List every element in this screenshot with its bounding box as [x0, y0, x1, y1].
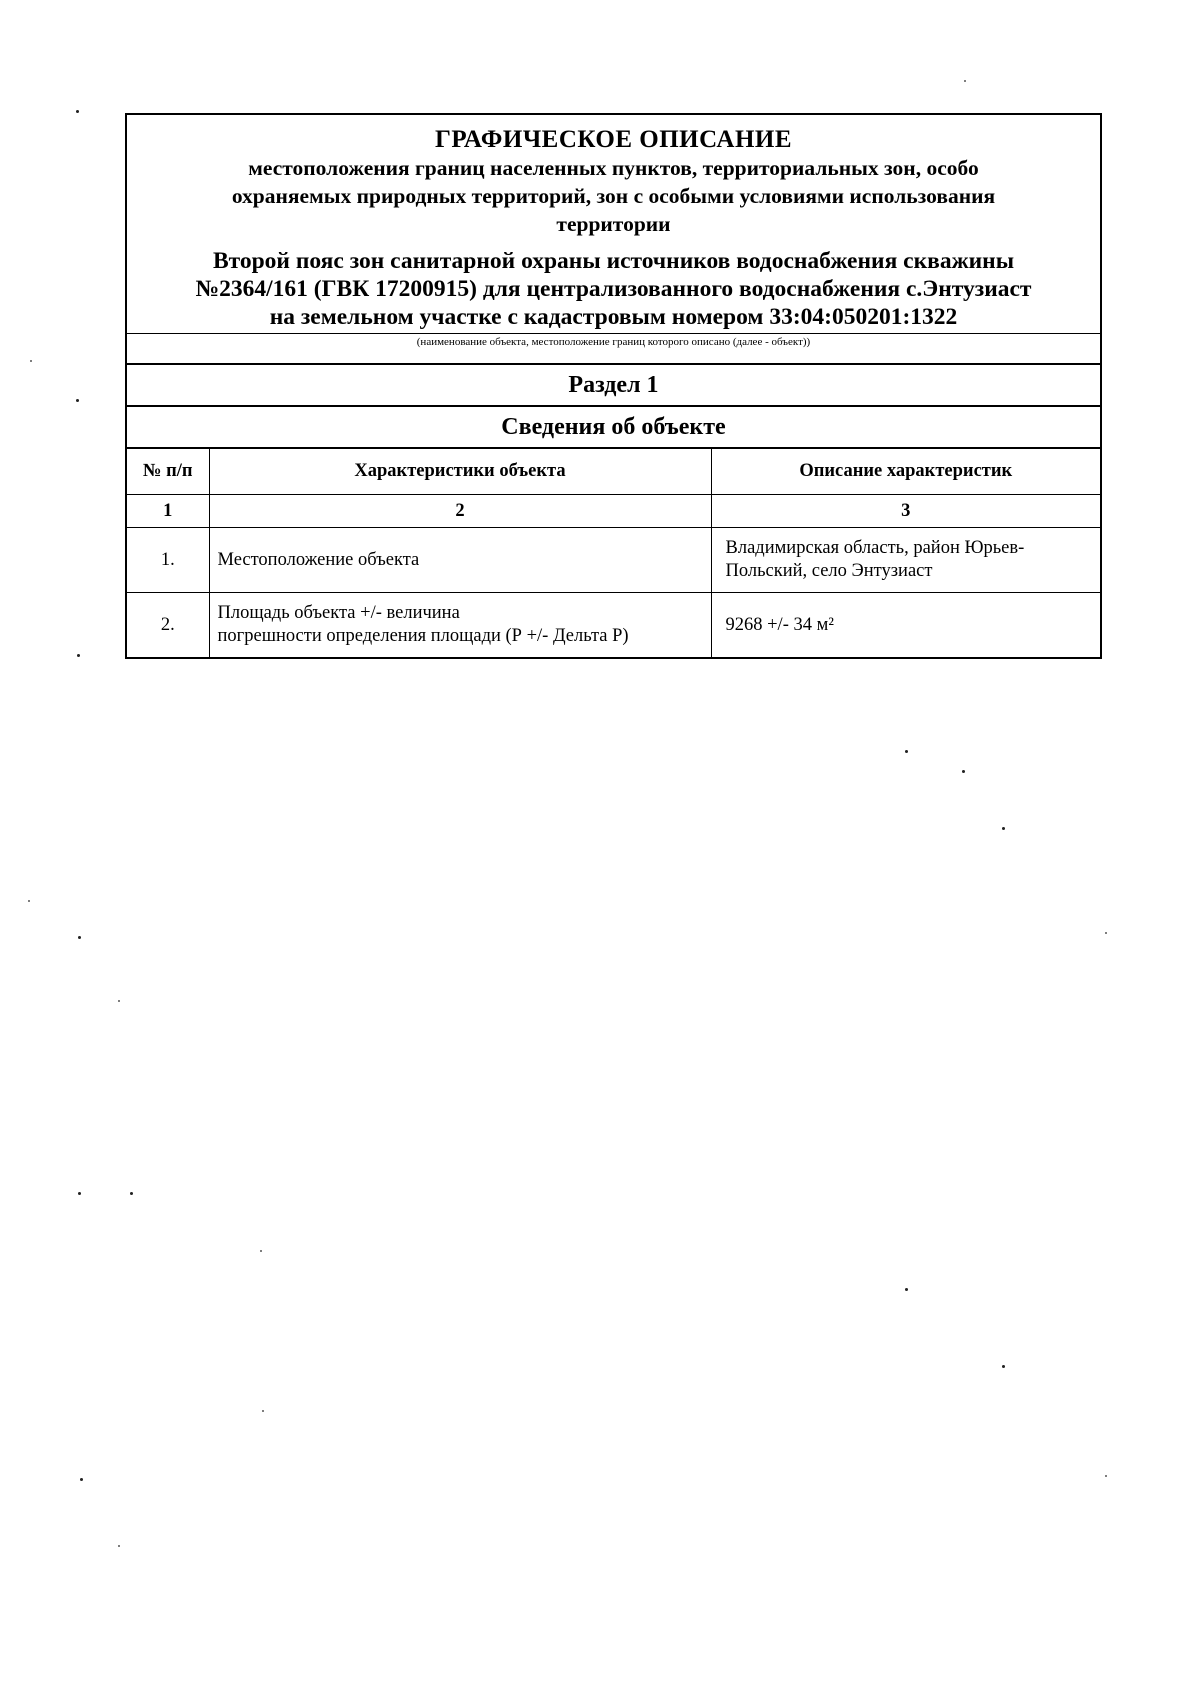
object-name-line: №2364/161 (ГВК 17200915) для централизованного водоснабжения с.Энтузиаст	[195, 276, 1032, 302]
document-header	[127, 115, 1100, 331]
subtitle-line: территории	[556, 212, 671, 236]
column-number-row	[127, 495, 1100, 528]
column-number: 3	[711, 495, 1100, 528]
object-name-caption: (наименование объекта, местоположение границ которого описано (далее - объект))	[127, 333, 1100, 363]
header-cell-characteristic: Характеристики объекта	[209, 448, 711, 495]
description-cell	[711, 528, 1100, 593]
scan-speck	[30, 360, 32, 362]
characteristic-cell	[209, 593, 711, 658]
characteristic-cell	[209, 528, 711, 593]
scan-speck	[77, 654, 80, 657]
document-frame	[125, 113, 1102, 659]
column-number: 1	[127, 495, 209, 528]
scan-speck	[78, 1192, 81, 1195]
row-number: 2.	[127, 593, 209, 658]
scan-speck	[262, 1410, 264, 1412]
description-text: 9268 +/- 34 м²	[725, 614, 834, 635]
scan-speck	[1105, 932, 1107, 934]
header-cell-number: № п/п	[127, 448, 209, 495]
scan-speck	[76, 110, 79, 113]
table-header-row	[127, 448, 1100, 495]
scan-speck	[962, 770, 965, 773]
scan-speck	[76, 399, 79, 402]
scan-speck	[905, 1288, 908, 1291]
scan-speck	[1002, 827, 1005, 830]
object-name-line: на земельном участке с кадастровым номером 33:04:050201:1322	[269, 304, 958, 330]
scan-speck	[260, 1250, 262, 1252]
object-name-line: Второй пояс зон санитарной охраны источников водоснабжения скважины	[212, 248, 1015, 274]
section-number: Раздел 1	[127, 363, 1100, 405]
scan-speck	[905, 750, 908, 753]
scan-speck	[1105, 1475, 1107, 1477]
scan-speck	[118, 1545, 120, 1547]
subtitle-line: охраняемых природных территорий, зон с особыми условиями использования	[231, 184, 996, 208]
description-cell	[711, 593, 1100, 658]
object-name	[139, 247, 1088, 331]
scan-speck	[80, 1478, 83, 1481]
table-row	[127, 528, 1100, 593]
document-subtitle	[139, 154, 1088, 238]
characteristic-text: погрешности определения площади (Р +/- Дельта Р)	[217, 626, 629, 646]
characteristic-text: Площадь объекта +/- величина	[217, 603, 460, 623]
scan-speck	[28, 900, 30, 902]
object-info-table	[127, 447, 1100, 657]
subtitle-line: местоположения границ населенных пунктов, территориальных зон, особо	[248, 156, 979, 180]
table-row	[127, 593, 1100, 658]
document-title: ГРАФИЧЕСКОЕ ОПИСАНИЕ	[434, 126, 793, 153]
header-cell-description: Описание характеристик	[711, 448, 1100, 495]
scan-speck	[964, 80, 966, 82]
row-number: 1.	[127, 528, 209, 593]
scan-speck	[118, 1000, 120, 1002]
description-text: Владимирская область, район Юрьев-	[725, 538, 1025, 558]
description-text: Польский, село Энтузиаст	[725, 561, 933, 581]
section-title: Сведения об объекте	[127, 405, 1100, 447]
scan-speck	[130, 1192, 133, 1195]
scan-speck	[1002, 1365, 1005, 1368]
characteristic-text: Местоположение объекта	[217, 549, 420, 570]
scan-speck	[78, 936, 81, 939]
column-number: 2	[209, 495, 711, 528]
